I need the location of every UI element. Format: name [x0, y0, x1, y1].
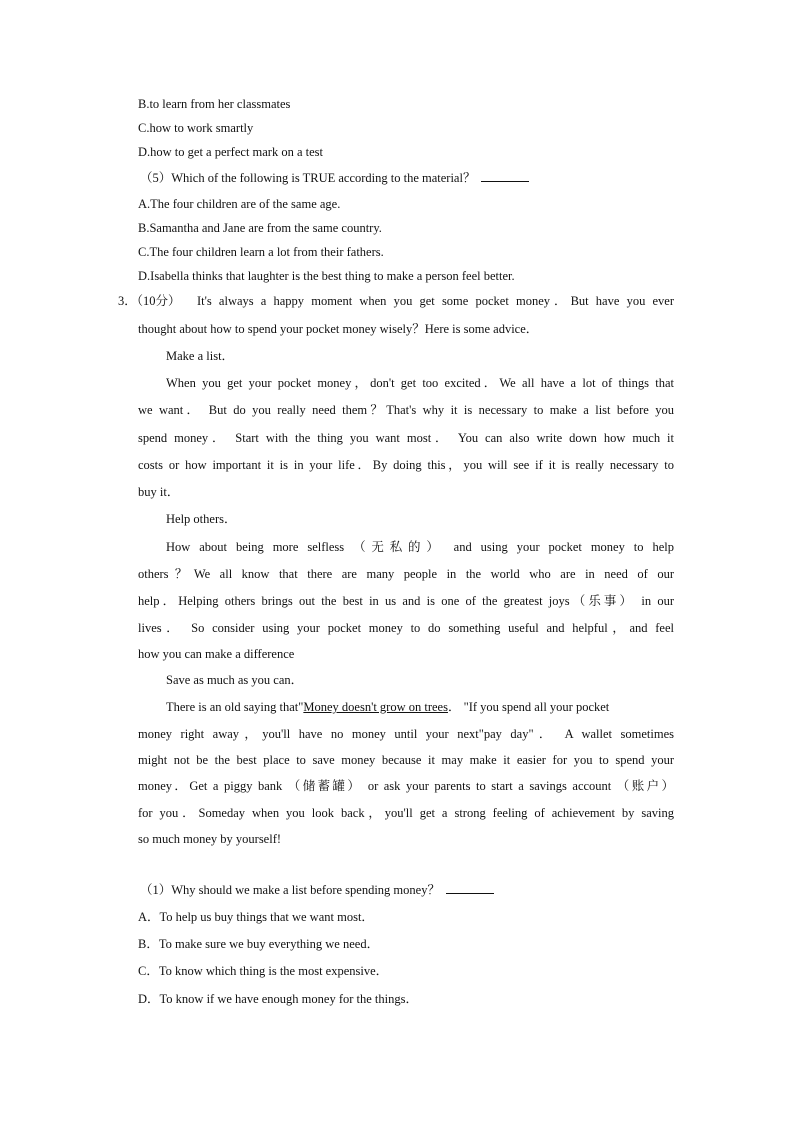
option-d-text: D．To know if we have enough money for the things． [138, 992, 418, 1006]
section-heading: Save as much as you can． [166, 673, 304, 687]
question-stem [140, 170, 529, 186]
paragraph-line: others？We all know that there are many people in the world who are in need of our [138, 567, 674, 581]
paragraph-line: How about being more selfless （无私的） and using your pocket money to help [166, 540, 674, 554]
option-b-text: B.to learn from her classmates [138, 97, 291, 111]
question-number: 3．（10分） [118, 294, 181, 308]
option-c-text: C．To know which thing is the most expensive． [138, 964, 389, 978]
section-heading: Help others． [166, 512, 237, 526]
option-a-text: A．To help us buy things that we want most． [138, 910, 374, 924]
option-c-text: C.how to work smartly [138, 121, 254, 135]
paragraph-line: When you get your pocket money，don't get too excited．We all have a lot of things that [166, 376, 674, 390]
paragraph-line: spend money． Start with the thing you want most． You can also write down how much it [138, 431, 674, 445]
answer-blank [481, 170, 529, 182]
paragraph-line: might not be the best place to save money because it may make it easier for you to spend your [138, 753, 674, 767]
option-d-text: D.how to get a perfect mark on a test [138, 145, 324, 159]
option-b-text: B．To make sure we buy everything we need． [138, 937, 380, 951]
answer-blank [446, 882, 494, 894]
paragraph-line: money．Get a piggy bank （储蓄罐） or ask your parents to start a savings account （账户） [138, 779, 674, 793]
paragraph-line: costs or how important it is in your life．By doing this，you will see if it is really necessary to [138, 458, 674, 472]
paragraph-line: help．Helping others brings out the best in us and is one of the greatest joys（乐事） in our [138, 594, 674, 608]
paragraph-line: lives． So consider using your pocket money to do something useful and helpful，and feel [138, 621, 674, 635]
option-a-text: A.The four children are of the same age. [138, 197, 341, 211]
question-stem [140, 882, 494, 898]
paragraph-line: for you．Someday when you look back，you'll get a strong feeling of achievement by saving [138, 806, 674, 820]
option-d-text: D.Isabella thinks that laughter is the best thing to make a person feel better. [138, 269, 515, 283]
underlined-saying: Money doesn't grow on trees [303, 700, 448, 714]
question-stem-text: （5）Which of the following is TRUE according to the material？ [140, 171, 476, 185]
paragraph-line: money right away，you'll have no money until your next"pay day"． A wallet sometimes [138, 727, 674, 741]
paragraph-line: we want． But do you really need them？That's why it is necessary to make a list before you [138, 403, 674, 417]
option-c-text: C.The four children learn a lot from their fathers. [138, 245, 384, 259]
question-stem-text: （1）Why should we make a list before spending money？ [140, 883, 440, 897]
option-b-text: B.Samantha and Jane are from the same country. [138, 221, 382, 235]
paragraph-line: so much money by yourself! [138, 832, 282, 846]
passage-intro-line: It's always a happy moment when you get some pocket money．But have you ever [197, 294, 674, 308]
paragraph-line: There is an old saying that"Money doesn't grow on trees． "If you spend all your pocket [166, 700, 610, 714]
passage-intro-line: thought about how to spend your pocket money wisely？Here is some advice． [138, 322, 539, 336]
paragraph-line: how you can make a difference [138, 647, 295, 661]
section-heading: Make a list． [166, 349, 235, 363]
paragraph-line: buy it． [138, 485, 180, 499]
